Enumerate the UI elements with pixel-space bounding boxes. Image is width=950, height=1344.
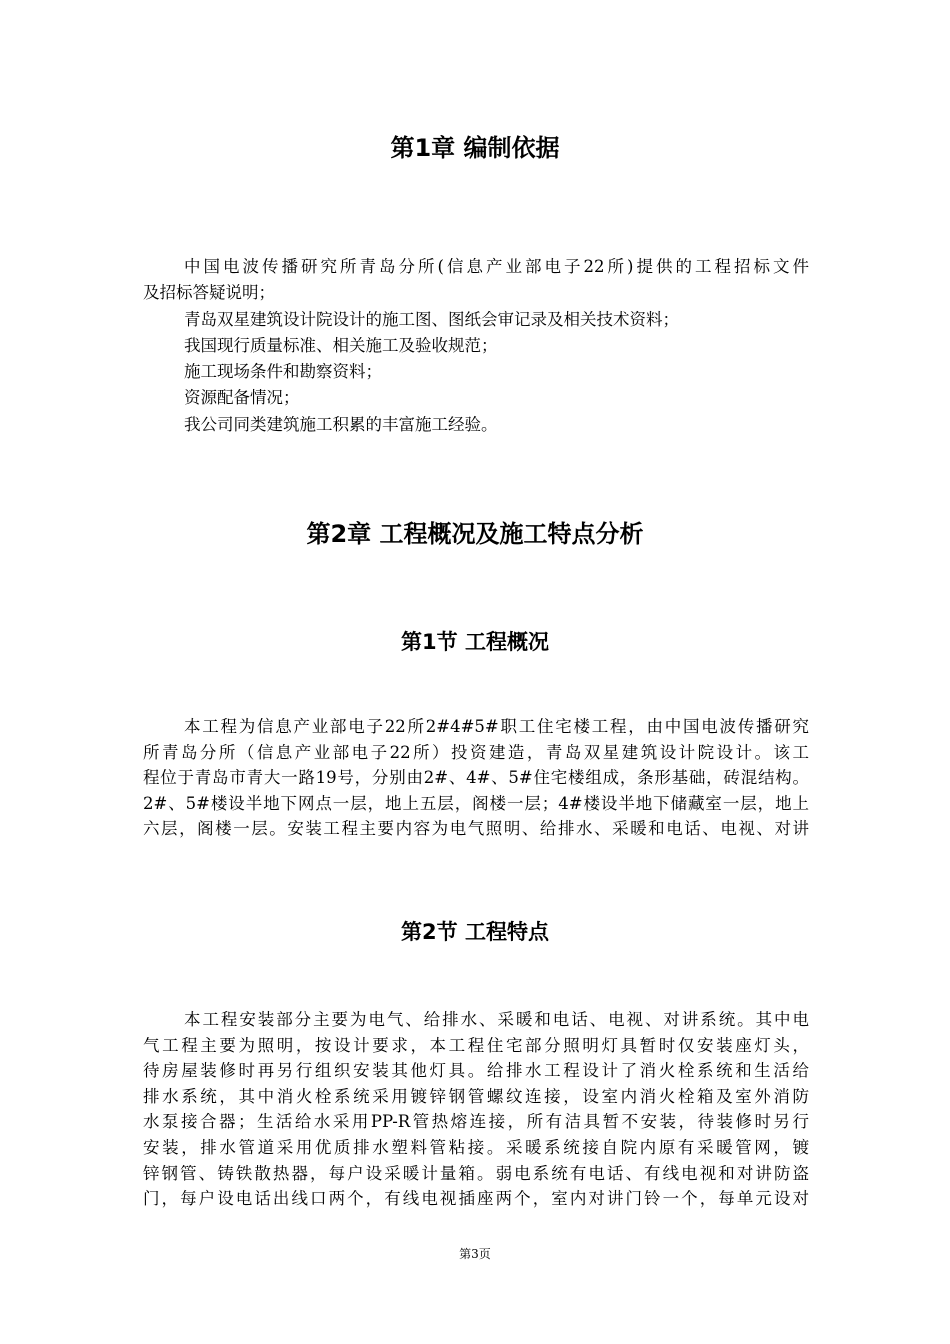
chapter-1-title: 第1章 编制依据 [390, 134, 560, 162]
paragraph-line: 门，每户设电话出线口两个，有线电视插座两个，室内对讲门铃一个，每单元设对 [143, 1189, 809, 1209]
basis-item-5: 资源配备情况； [184, 388, 300, 408]
basis-item-2: 青岛双星建筑设计院设计的施工图、图纸会审记录及相关技术资料； [184, 309, 679, 329]
section-2-title: 第2节 工程特点 [401, 920, 549, 944]
section-2-paragraph [143, 1007, 809, 1212]
paragraph-line: 安装，排水管道采用优质排水塑料管粘接。采暖系统接自院内原有采暖管网，镀 [143, 1137, 809, 1157]
basis-item-4: 施工现场条件和勘察资料； [184, 362, 382, 382]
paragraph-line: 水泵接合器；生活给水采用PP-R管热熔连接，所有洁具暂不安装，待装修时另行 [143, 1112, 809, 1132]
paragraph-line: 待房屋装修时再另行组织安装其他灯具。给排水工程设计了消火栓系统和生活给 [143, 1061, 809, 1081]
paragraph-line: 程位于青岛市青大一路19号，分别由2#、4#、5#住宅楼组成，条形基础，砖混结构。 [143, 768, 809, 788]
chapter-2-title: 第2章 工程概况及施工特点分析 [306, 520, 644, 548]
paragraph-line: 2#、5#楼设半地下网点一层，地上五层，阁楼一层；4#楼设半地下储藏室一层，地上 [143, 793, 809, 813]
chapter-1-basis-list [143, 254, 809, 438]
paragraph-line: 所青岛分所（信息产业部电子22所）投资建造，青岛双星建筑设计院设计。该工 [143, 742, 809, 762]
section-1-paragraph [143, 714, 809, 842]
section-1-title: 第1节 工程概况 [401, 630, 549, 654]
paragraph-line: 气工程主要为照明，按设计要求，本工程住宅部分照明灯具暂时仅安装座灯头， [143, 1035, 809, 1055]
basis-item-1-continued: 及招标答疑说明； [143, 283, 275, 303]
paragraph-line: 六层，阁楼一层。安装工程主要内容为电气照明、给排水、采暖和电话、电视、对讲 [143, 819, 809, 839]
paragraph-line: 排水系统，其中消火栓系统采用镀锌钢管螺纹连接，设室内消火栓箱及室外消防 [143, 1086, 809, 1106]
basis-item-3: 我国现行质量标准、相关施工及验收规范； [184, 335, 498, 355]
paragraph-line: 本工程安装部分主要为电气、给排水、采暖和电话、电视、对讲系统。其中电 [184, 1010, 809, 1029]
basis-item-1: 中国电波传播研究所青岛分所(信息产业部电子22所)提供的工程招标文件 [184, 257, 809, 276]
paragraph-line: 锌钢管、铸铁散热器，每户设采暖计量箱。弱电系统有电话、有线电视和对讲防盗 [143, 1163, 809, 1183]
paragraph-line: 本工程为信息产业部电子22所2#4#5#职工住宅楼工程，由中国电波传播研究 [184, 717, 809, 736]
basis-item-6: 我公司同类建筑施工积累的丰富施工经验。 [184, 414, 498, 434]
page-number: 第3页 [459, 1247, 491, 1261]
